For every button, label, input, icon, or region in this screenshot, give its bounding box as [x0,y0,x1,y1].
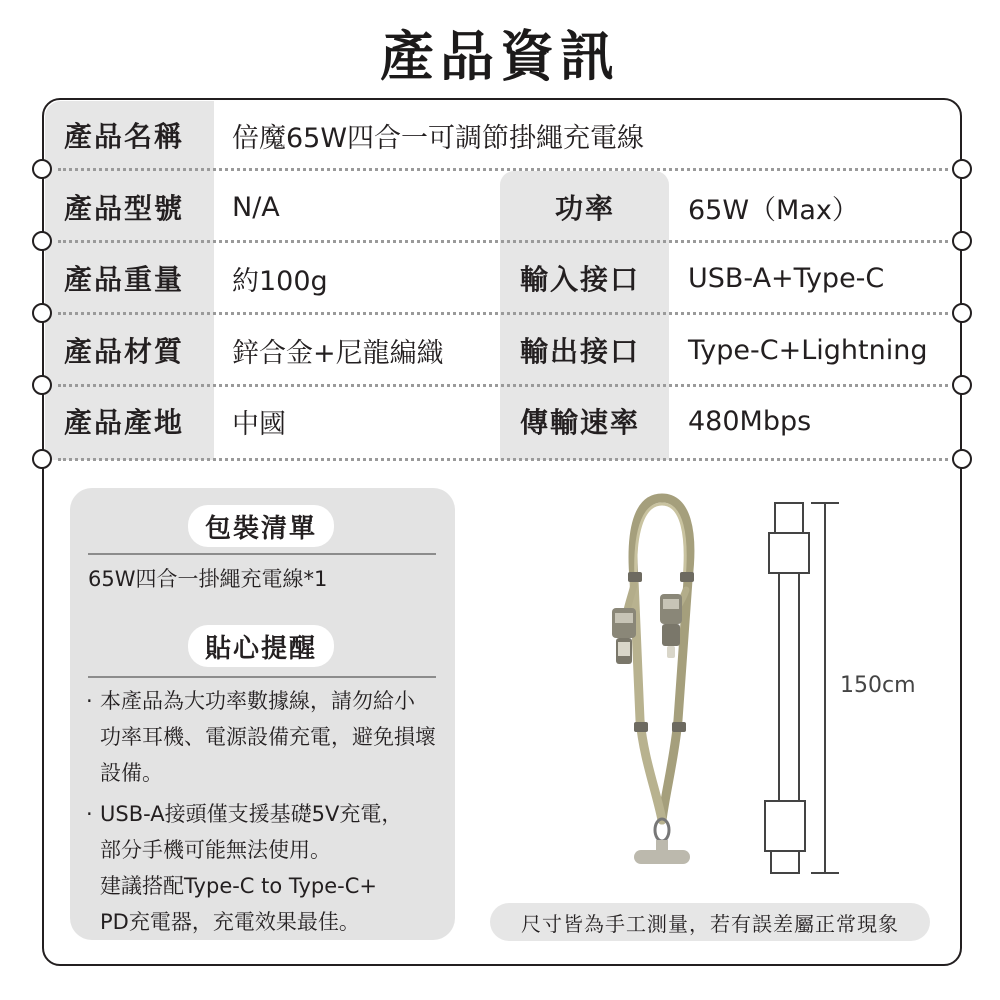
tip-1-line: 功率耳機、電源設備充電，避免損壞 [100,725,436,749]
row-divider [58,458,948,461]
row-divider [58,240,948,243]
heading-divider [88,553,436,555]
output-port-label: 輸出接口 [520,335,641,368]
product-origin-label: 產品產地 [64,406,185,439]
tip-bullet: · [86,689,93,713]
frame-notch [32,449,52,469]
power-value: 65W（Max） [688,194,859,226]
row-divider [58,312,948,315]
tip-2-line: PD充電器，充電效果最佳。 [100,910,360,934]
product-material-label: 產品材質 [64,335,185,368]
frame-notch [952,375,972,395]
tip-2-line: 建議搭配Type-C to Type-C+ [100,874,377,898]
product-model-label: 產品型號 [64,192,185,225]
tip-bullet: · [86,802,93,826]
power-label: 功率 [555,192,616,225]
frame-notch [952,449,972,469]
product-material-value: 鋅合金+尼龍編織 [232,337,444,369]
product-name-label: 產品名稱 [64,120,185,153]
heading-divider [88,676,436,678]
package-list-heading: 包裝清單 [188,505,334,547]
transfer-speed-label: 傳輸速率 [520,406,641,439]
tip-2-line: 部分手機可能無法使用。 [100,838,331,862]
tip-1-line: 本產品為大功率數據線，請勿給小 [100,689,415,713]
frame-notch [952,231,972,251]
transfer-speed-value: 480Mbps [688,405,812,437]
measurement-note: 尺寸皆為手工測量，若有誤差屬正常現象 [490,903,930,941]
input-port-label: 輸入接口 [520,263,641,296]
frame-notch [32,159,52,179]
input-port-value: USB-A+Type-C [688,262,885,294]
frame-notch [32,375,52,395]
row-divider [58,384,948,387]
product-weight-value: 約100g [232,265,328,297]
frame-notch [952,159,972,179]
row-divider [58,168,948,171]
lanyard-cable-illustration [590,490,730,880]
dimension-diagram [755,495,845,880]
tip-2-line: USB-A接頭僅支援基礎5V充電， [100,802,403,826]
product-origin-value: 中國 [232,408,286,440]
package-item: 65W四合一掛繩充電線*1 [88,567,328,591]
page-title: 產品資訊 [380,25,620,88]
product-model-value: N/A [232,191,280,223]
frame-notch [952,303,972,323]
frame-notch [32,231,52,251]
output-port-value: Type-C+Lightning [688,334,928,366]
tip-1-line: 設備。 [100,761,163,785]
frame-notch [32,303,52,323]
tips-heading: 貼心提醒 [188,625,334,667]
product-name-value: 倍魔65W四合一可調節掛繩充電線 [232,122,645,154]
cable-length-label: 150cm [840,673,916,698]
product-weight-label: 產品重量 [64,263,185,296]
